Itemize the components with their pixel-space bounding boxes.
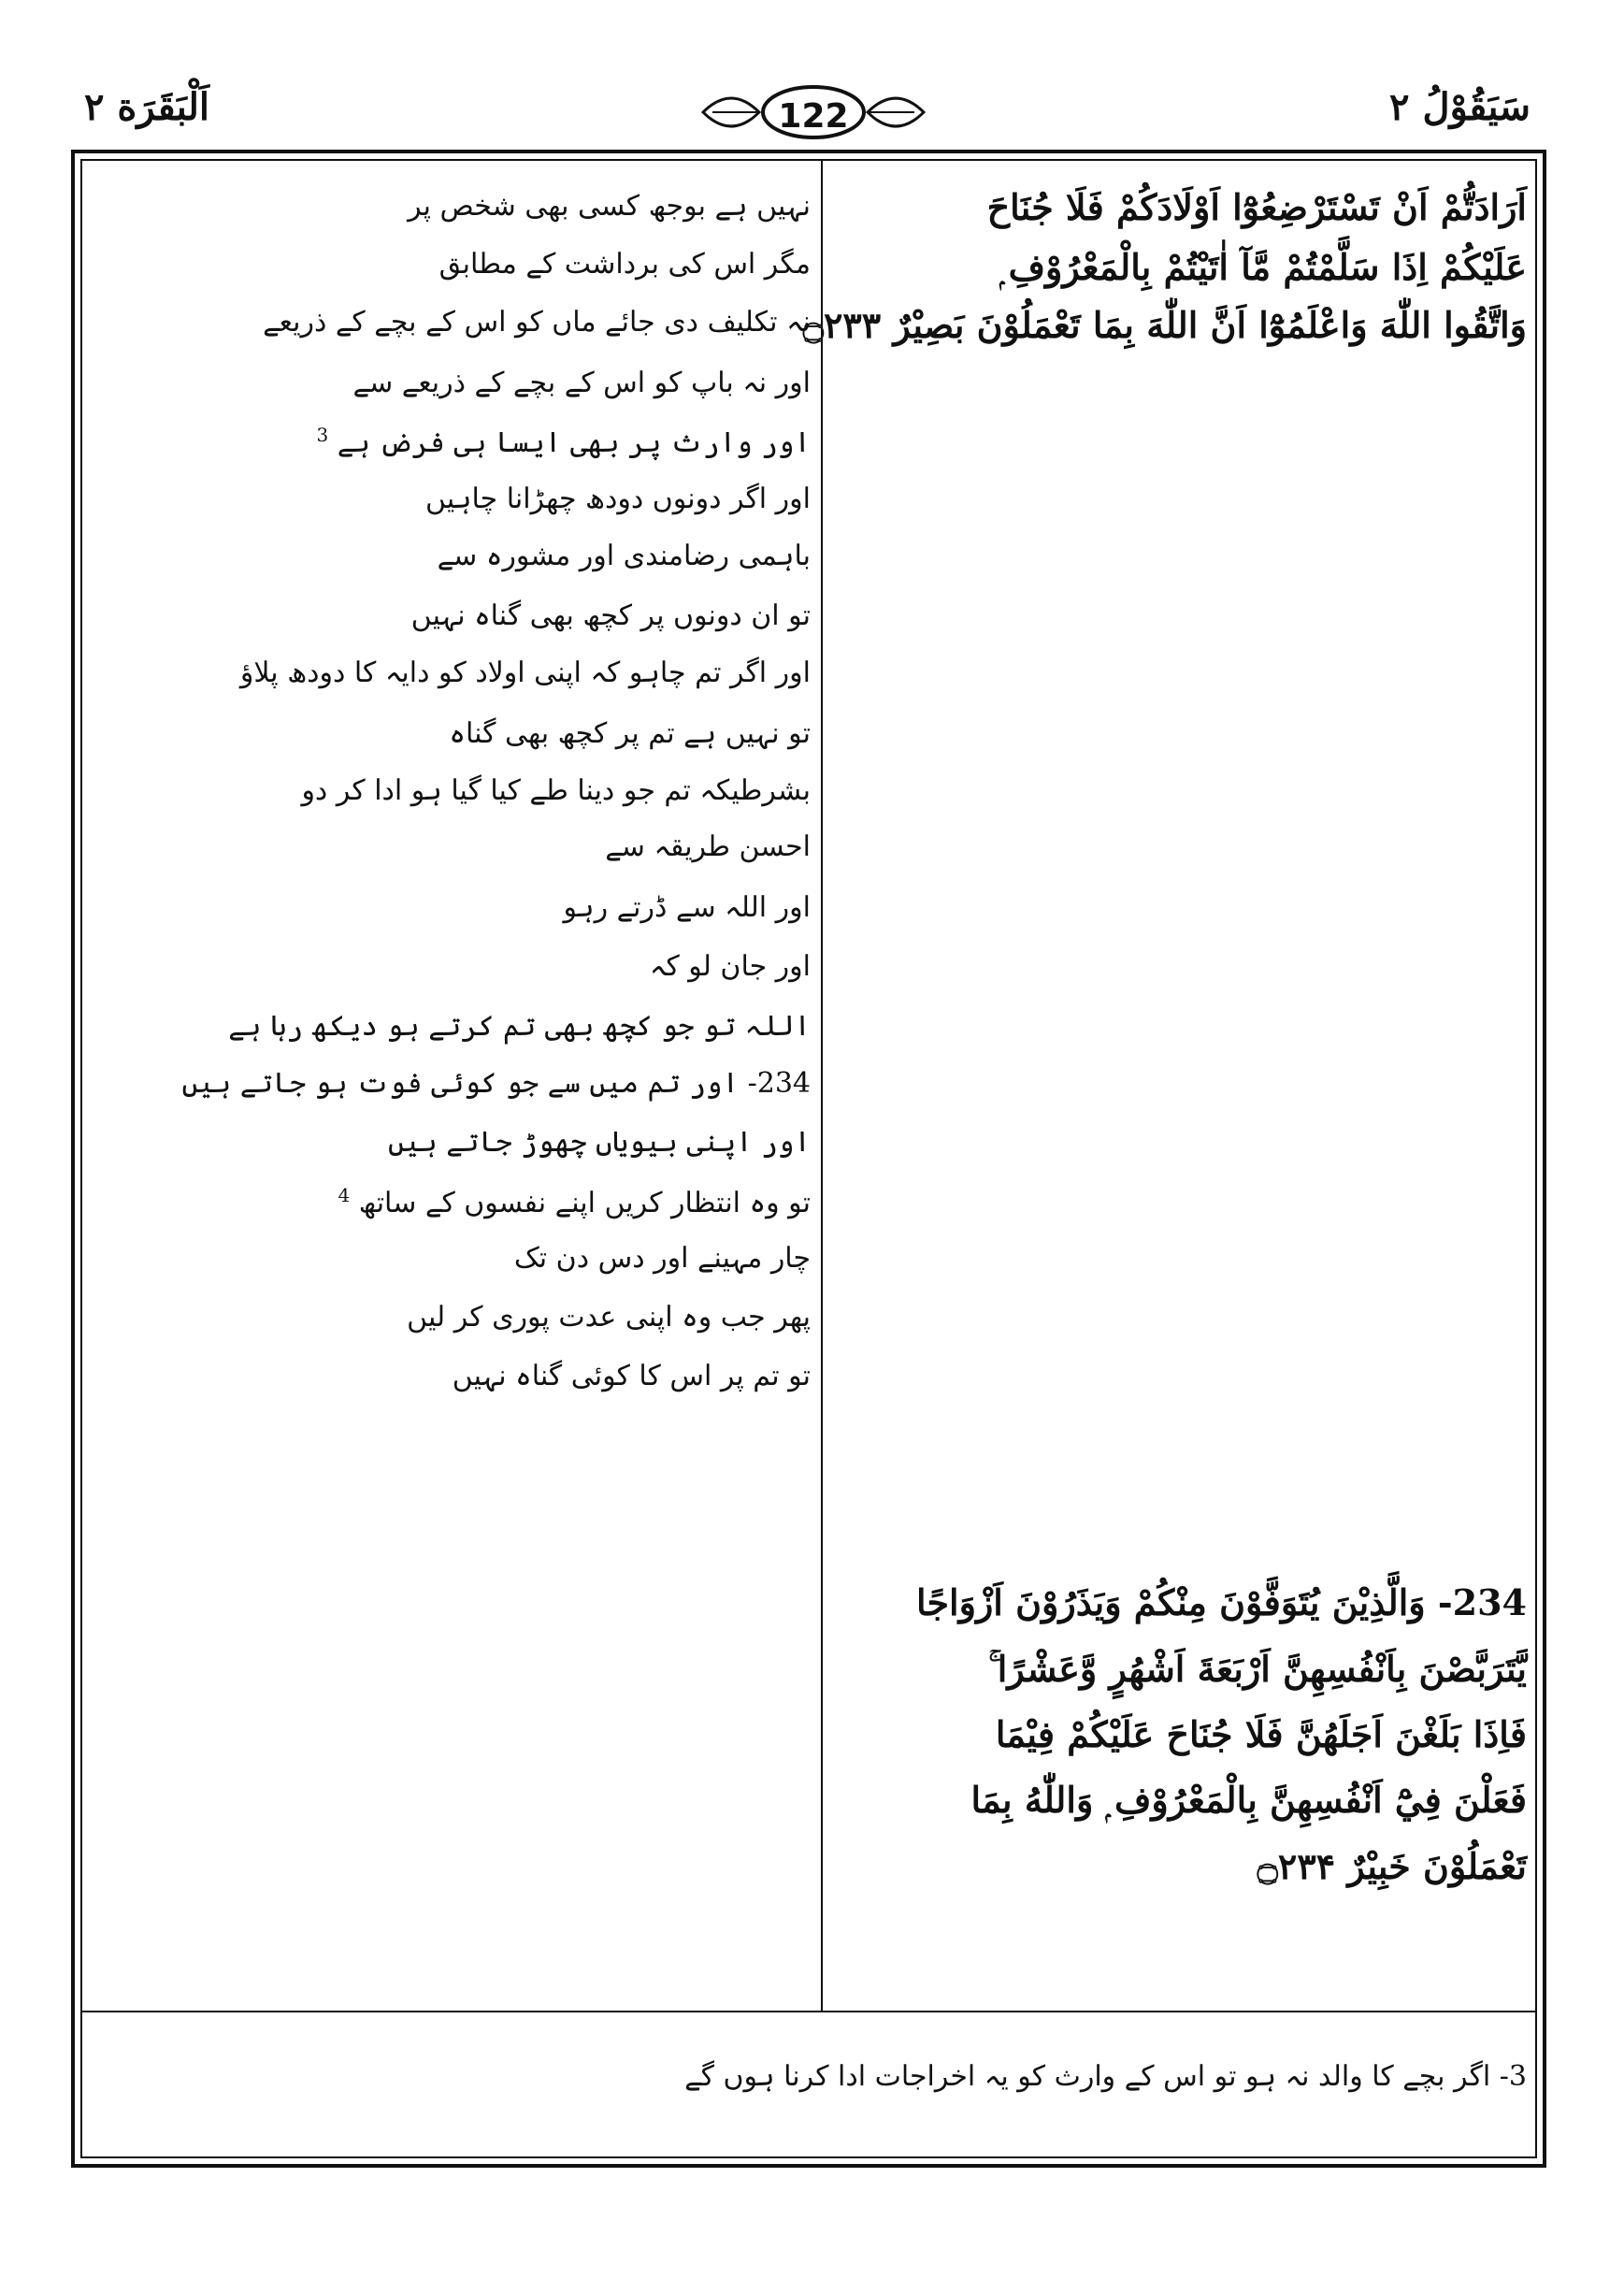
- surah-part-header: سَيَقُوْلُ ۲: [1389, 85, 1531, 129]
- urdu-translation-line: تو تم پر اس کا کوئی گناہ نہیں: [452, 1360, 811, 1392]
- urdu-translation-line: اور جان لو کہ: [649, 950, 811, 983]
- arabic-verse-line: فَعَلْنَ فِيْٓ اَنْفُسِهِنَّ بِالْمَعْرُوْفِ ۭ وَاللّٰهُ بِمَا: [970, 1779, 1527, 1821]
- footnote-text: 3- اگر بچے کا والد نہ ہو تو اس کے وارث کو یہ اخراجات ادا کرنا ہوں گے: [684, 2060, 1527, 2093]
- urdu-line-text: اور وارث پر بھی ایسا ہی فرض ہے: [337, 426, 811, 459]
- arabic-verse-line: 234- وَالَّذِيْنَ يُتَوَفَّوْنَ مِنْكُمْ وَيَذَرُوْنَ اَزْوَاجًا: [915, 1581, 1527, 1623]
- urdu-translation-line: تو نہیں ہے تم پر کچھ بھی گناہ: [449, 717, 811, 750]
- arabic-verse-line: يَّتَرَبَّصْنَ بِاَنْفُسِهِنَّ اَرْبَعَةَ اَشْهُرٍ وَّعَشْرًا ۚ: [988, 1648, 1527, 1690]
- urdu-translation-line: نہ تکلیف دی جائے ماں کو اس کے بچے کے ذریعے: [263, 306, 811, 339]
- arabic-verse-line: وَاتَّقُوا اللّٰهَ وَاعْلَمُوْٓا اَنَّ اللّٰهَ بِمَا تَعْمَلُوْنَ بَصِيْرٌ ۝۲۳۳: [802, 304, 1527, 346]
- urdu-translation-line: اور نہ باپ کو اس کے بچے کے ذریعے سے: [352, 367, 811, 399]
- column-divider: [821, 159, 823, 2011]
- urdu-translation-line: نہیں ہے بوجھ کسی بھی شخص پر: [408, 190, 811, 223]
- arabic-verse-line: اَرَادَتُّمْ اَنْ تَسْتَرْضِعُوْٓا اَوْلَادَكُمْ فَلَا جُنَاحَ: [986, 186, 1527, 228]
- urdu-translation-line: [317, 425, 812, 457]
- arabic-verse-line: عَلَيْكُمْ اِذَا سَلَّمْتُمْ مَّآ اٰتَيْتُمْ بِالْمَعْرُوْفِ ۭ: [999, 246, 1527, 288]
- urdu-translation-line: [338, 1186, 811, 1218]
- urdu-translation-line: چار مہینے اور دس دن تک: [513, 1242, 811, 1275]
- footnote-divider: [80, 2011, 1537, 2012]
- footnote-ref: 3: [316, 424, 329, 446]
- urdu-translation-line: اللہ تو جو کچھ بھی تم کرتے ہو دیکھ رہا ہے: [228, 1010, 811, 1043]
- urdu-translation-line: بشرطیکہ تم جو دینا طے کیا گیا ہو ادا کر دو: [301, 774, 811, 807]
- urdu-translation-line: مگر اس کی برداشت کے مطابق: [438, 248, 811, 281]
- urdu-line-text: تو وہ انتظار کریں اپنے نفسوں کے ساتھ: [358, 1187, 811, 1219]
- surah-name-header: اَلْبَقَرَة ۲: [84, 85, 210, 129]
- urdu-translation-line: اور اگر دونوں دودھ چھڑانا چاہیں: [425, 483, 811, 515]
- urdu-translation-line: احسن طریقہ سے: [605, 830, 811, 863]
- urdu-translation-line: اور اپنی بیویاں چھوڑ جاتے ہیں: [388, 1126, 811, 1159]
- urdu-translation-line: باہمی رضامندی اور مشورہ سے: [437, 540, 811, 572]
- footnote-ref: 4: [338, 1184, 351, 1206]
- urdu-translation-line: اور اگر تم چاہو کہ اپنی اولاد کو دایہ کا دودھ پلاؤ: [239, 656, 811, 689]
- page-number: 122: [778, 97, 849, 136]
- urdu-translation-line: 234- اور تم میں سے جو کوئی فوت ہو جاتے ہیں: [181, 1067, 811, 1100]
- urdu-translation-line: تو ان دونوں پر کچھ بھی گناہ نہیں: [410, 599, 811, 632]
- urdu-translation-line: اور اللہ سے ڈرتے رہو: [563, 891, 811, 924]
- urdu-translation-line: پھر جب وہ اپنی عدت پوری کر لیں: [407, 1301, 811, 1334]
- arabic-verse-line: تَعْمَلُوْنَ خَبِيْرٌ ۝۲۳۴: [1257, 1845, 1527, 1887]
- arabic-verse-line: فَاِذَا بَلَغْنَ اَجَلَهُنَّ فَلَا جُنَاحَ عَلَيْكُمْ فِيْمَا: [995, 1713, 1527, 1755]
